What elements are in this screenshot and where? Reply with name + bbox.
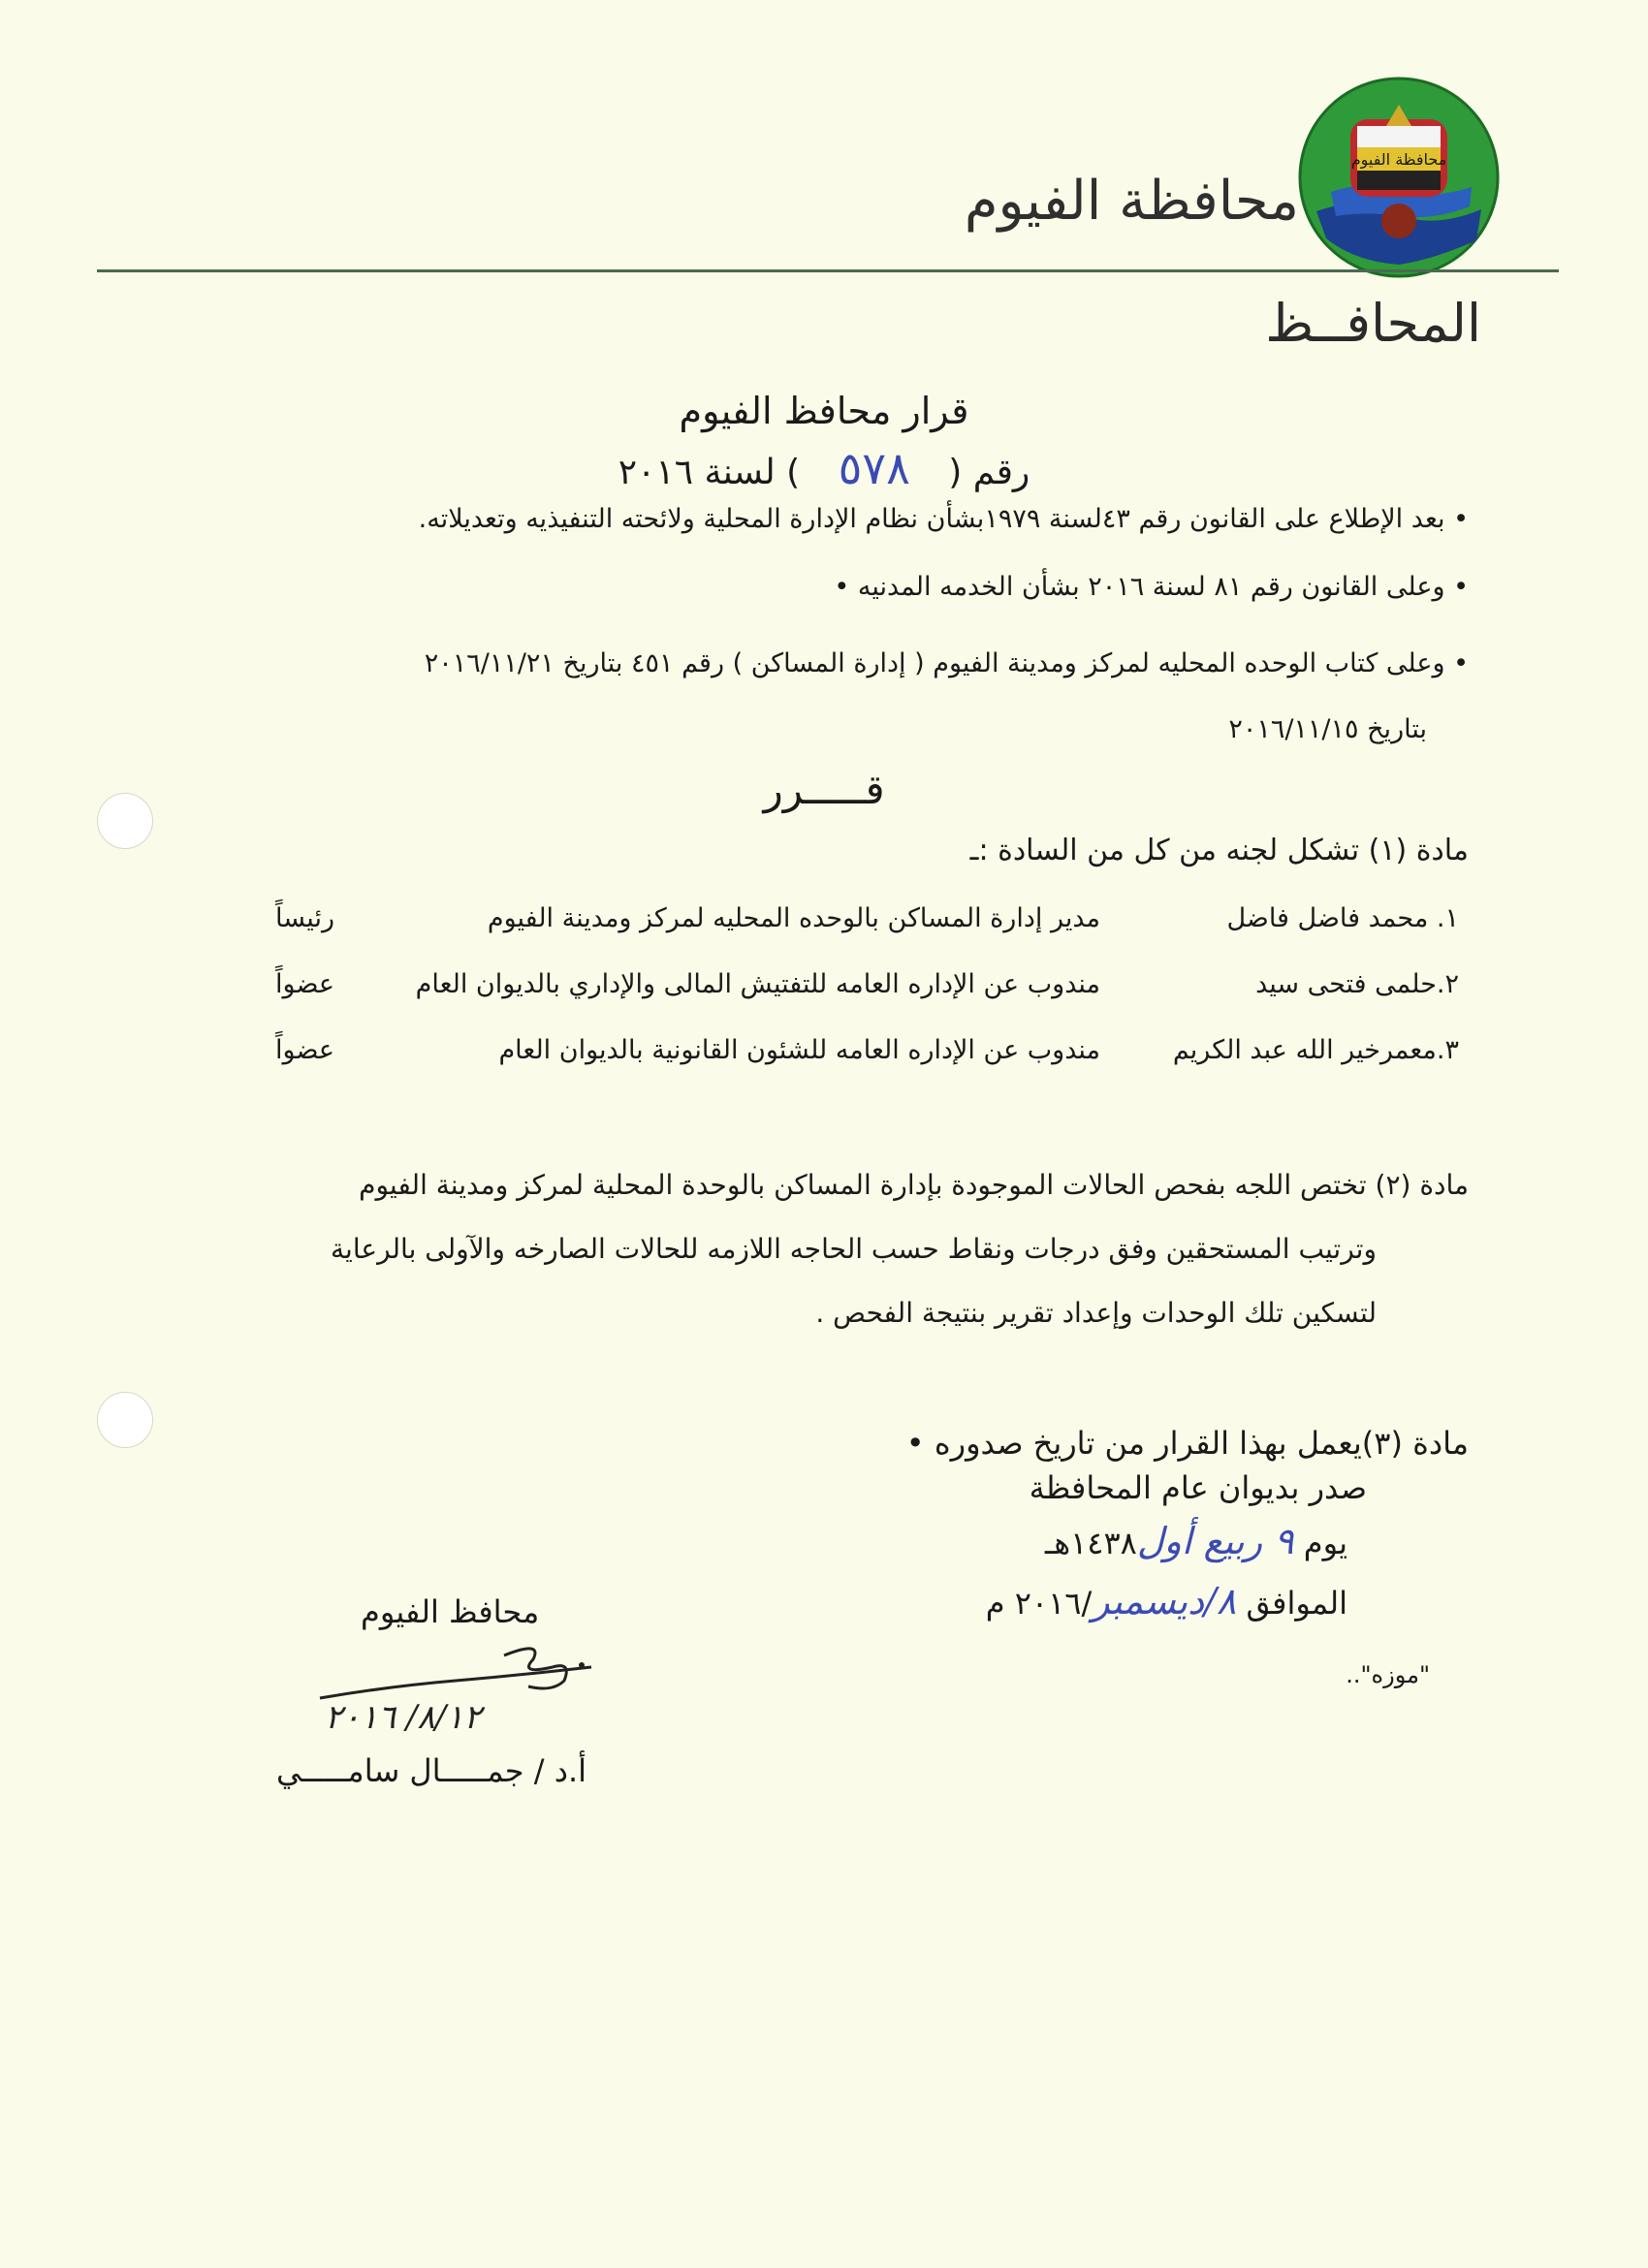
member-2-role: مندوب عن الإداره العامه للتفتيش المالى والإداري بالديوان العام (415, 969, 1100, 999)
decree-title: قرار محافظ الفيوم (679, 390, 969, 432)
member-3-name: ٣.معمرخير الله عبد الكريم (1172, 1035, 1459, 1065)
gregorian-date (986, 1580, 1347, 1622)
header-divider (97, 269, 1559, 272)
governorate-name: محافظة الفيوم (964, 170, 1299, 233)
preamble-law-43: • بعد الإطلاع على القانون رقم ٤٣لسنة ١٩٧٩بشأن نظام الإدارة المحلية ولائحته التنفيذيه وتعديلاته. (418, 504, 1469, 534)
signatory-title: محافظ الفيوم (361, 1593, 540, 1630)
greg-prefix: الموافق (1246, 1585, 1347, 1622)
decree-number-line (0, 442, 1648, 494)
handwritten-signature (310, 1638, 601, 1706)
preamble-letter: • وعلى كتاب الوحده المحليه لمركز ومدينة الفيوم ( إدارة المساكن ) رقم ٤٥١ بتاريخ ٢٠١٦/١١/٢١ (424, 648, 1469, 678)
greg-handwritten: ٨/ديسمبر (1092, 1580, 1237, 1622)
signatory-name: أ.د / جمـــــال سامـــــي (276, 1752, 587, 1789)
member-2-name: ٢.حلمى فتحى سيد (1255, 969, 1459, 999)
member-3-role: مندوب عن الإداره العامه للشئون القانونية بالديوان العام (498, 1035, 1100, 1065)
hijri-date (1045, 1520, 1347, 1562)
member-3-status: عضواً (275, 1035, 334, 1065)
decree-number-prefix: رقم ( (948, 453, 1030, 492)
article-2-line-1: مادة (٢) تختص اللجه بفحص الحالات الموجودة بإدارة المساكن بالوحدة المحلية لمركز ومدينة الفيوم (359, 1169, 1469, 1201)
member-1-status: رئيساً (274, 903, 334, 933)
decree-number-handwritten: ٥٧٨ (838, 442, 910, 494)
logo-text: محافظة الفيوم (1350, 150, 1447, 169)
issued-at: صدر بديوان عام المحافظة (1029, 1469, 1367, 1506)
hijri-prefix: يوم (1303, 1525, 1347, 1561)
hijri-year: ١٤٣٨هـ (1044, 1525, 1137, 1561)
article-2-line-3: لتسكين تلك الوحدات وإعداد تقرير بنتيجة الفحص . (815, 1297, 1377, 1329)
decided-heading: قـــــرر (763, 766, 885, 813)
governorate-logo (1297, 76, 1501, 279)
article-3: مادة (٣)يعمل بهذا القرار من تاريخ صدوره • (905, 1425, 1469, 1462)
decree-year: ) لسنة ٢٠١٦ (618, 453, 801, 492)
article-1: مادة (١) تشكل لجنه من كل من السادة :ـ (969, 834, 1469, 867)
greg-year: /٢٠١٦ م (985, 1585, 1093, 1622)
member-1-name: ١. محمد فاضل فاضل (1226, 903, 1459, 933)
punch-hole-bottom (97, 1392, 153, 1448)
preamble-law-81: • وعلى القانون رقم ٨١ لسنة ٢٠١٦ بشأن الخدمه المدنيه • (834, 572, 1469, 602)
member-1-role: مدير إدارة المساكن بالوحده المحليه لمركز ومدينة الفيوم (487, 903, 1100, 933)
office-title: المحافــظ (1265, 293, 1481, 354)
article-2-line-2: وترتيب المستحقين وفق درجات ونقاط حسب الحاجه اللازمه للحالات الصارخه والآولى بالرعاية (331, 1233, 1377, 1265)
preamble-letter-date: بتاريخ ٢٠١٦/١١/١٥ (1228, 714, 1427, 744)
member-2-status: عضواً (275, 969, 334, 999)
signature-date: ٨/١٢/ ٢٠١٦ (325, 1698, 482, 1737)
hijri-handwritten: ٩ ربيع أول (1136, 1520, 1294, 1562)
typist-initials: "موزه".. (1346, 1661, 1430, 1688)
